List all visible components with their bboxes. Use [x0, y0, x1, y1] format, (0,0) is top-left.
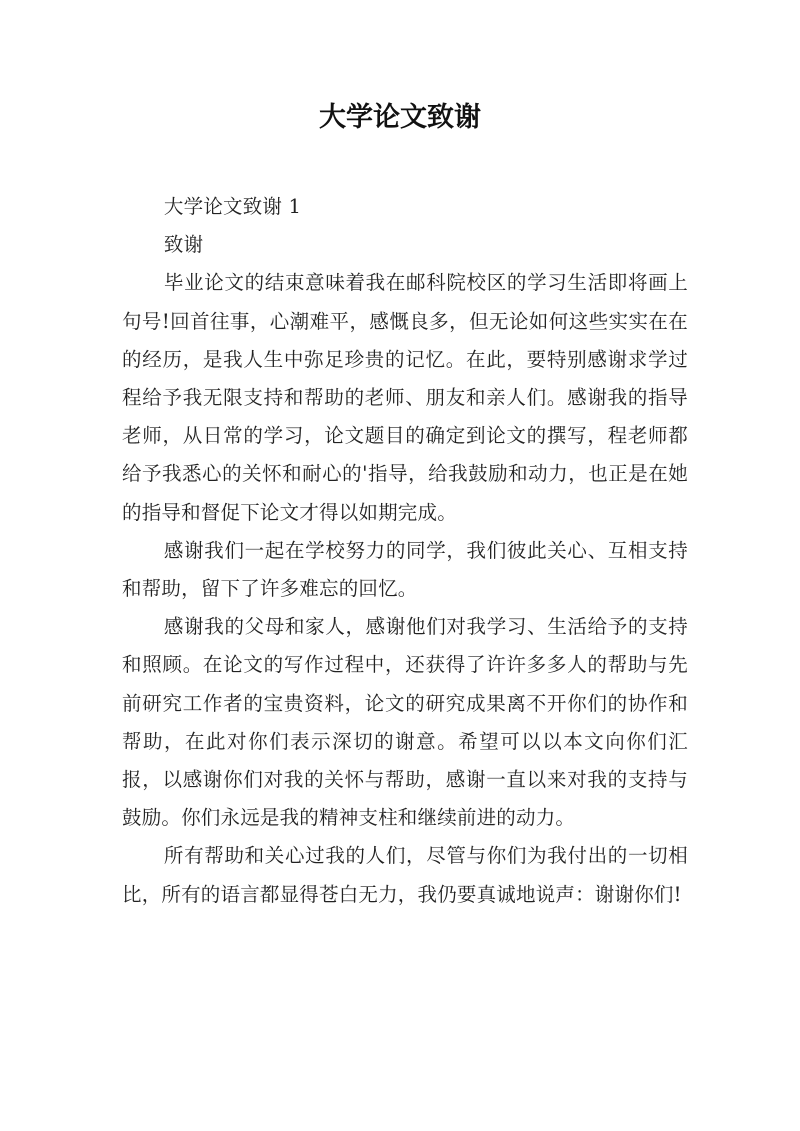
- document-title: 大学论文致谢: [319, 102, 481, 133]
- paragraph-3: 感谢我的父母和家人，感谢他们对我学习、生活给予的支持和照顾。在论文的写作过程中，还获得了许许多多人的帮助与先前研究工作者的宝贵资料，论文的研究成果离不开你们的协作和帮助，在此对你们表示深切的谢意。希望可以以本文向你们汇报，以感谢你们对我的关怀与帮助，感谢一直以来对我的支持与鼓励。你们永远是我的精神支柱和继续前进的动力。: [122, 615, 688, 830]
- section-subtitle: 大学论文致谢 1: [163, 195, 302, 218]
- section-heading: 致谢: [163, 233, 204, 257]
- paragraph-2: 感谢我们一起在学校努力的同学，我们彼此关心、互相支持和帮助，留下了许多难忘的回忆。: [122, 538, 688, 601]
- paragraph-4: 所有帮助和关心过我的人们，尽管与你们为我付出的一切相比，所有的语言都显得苍白无力，我仍要真诚地说声：谢谢你们!: [122, 844, 688, 906]
- document-body: [122, 188, 688, 914]
- paragraph-1: 毕业论文的结束意味着我在邮科院校区的学习生活即将画上句号!回首往事，心潮难平，感慨良多，但无论如何这些实实在在的经历，是我人生中弥足珍贵的记忆。在此，要特别感谢求学过程给予我无限支持和帮助的老师、朋友和亲人们。感谢我的指导老师，从日常的学习，论文题目的确定到论文的撰写，程老师都给予我悉心的关怀和耐心的'指导，给我鼓励和动力，也正是在她的指导和督促下论文才得以如期完成。: [122, 271, 688, 524]
